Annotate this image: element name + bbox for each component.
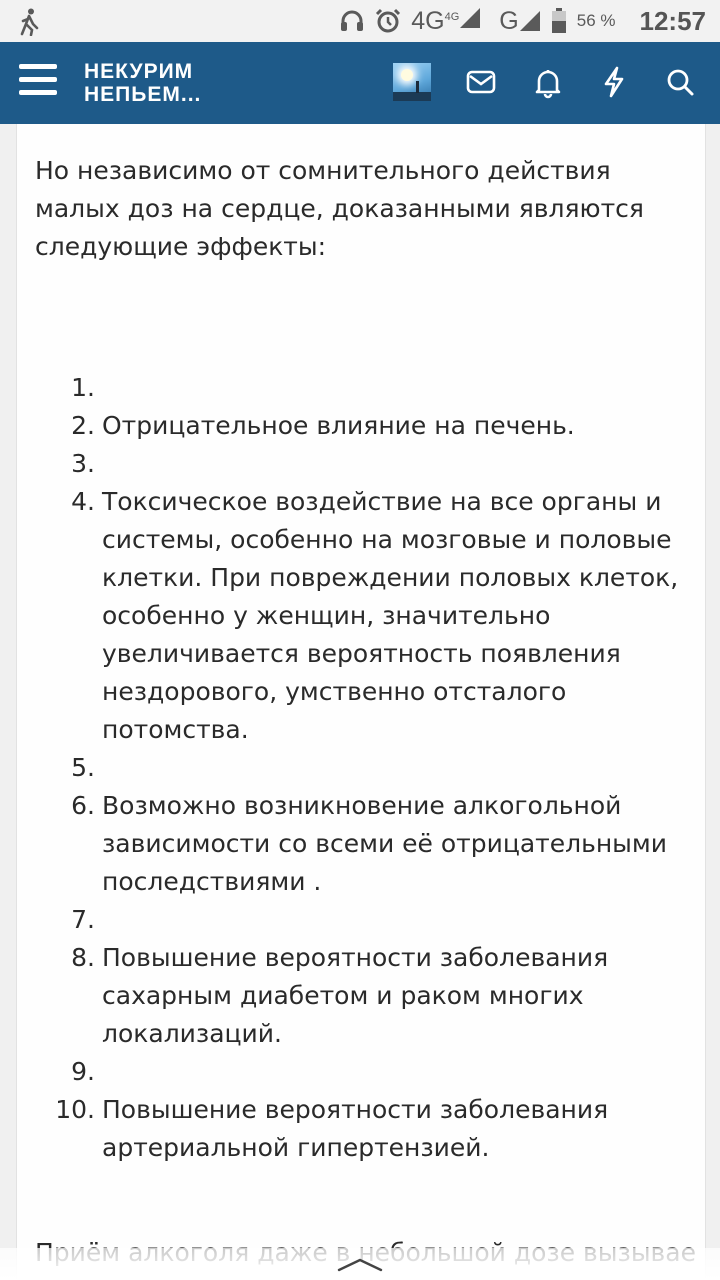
logo-line-1: НЕКУРИМ: [84, 60, 194, 83]
signal-icon: [459, 7, 481, 29]
list-item: [35, 901, 685, 939]
clock: 12:57: [639, 5, 706, 36]
list-text: [102, 445, 685, 483]
list-item: [35, 445, 685, 483]
search-icon[interactable]: [660, 62, 700, 102]
alarm-icon: [375, 8, 401, 34]
status-bar: [0, 0, 720, 42]
list-number: 10.: [55, 1095, 95, 1124]
headphones-icon: [339, 8, 365, 34]
list-text: Отрицательное влияние на печень.: [102, 411, 575, 440]
article-intro: Но независимо от сомнительного действия малых доз на сердце, доказанными являются следующие эффекты:: [35, 156, 644, 261]
menu-icon[interactable]: [19, 64, 57, 102]
list-item: [35, 1053, 685, 1091]
list-number: 1.: [71, 373, 95, 402]
list-item: [35, 483, 685, 749]
list-item: [35, 369, 685, 407]
list-number: 8.: [71, 943, 95, 972]
app-bar: [0, 42, 720, 124]
list-item: [35, 407, 685, 445]
list-text: Повышение вероятности заболевания сахарным диабетом и раком многих локализаций.: [102, 943, 609, 1048]
list-number: 6.: [71, 791, 95, 820]
signal-icon-2: [519, 10, 541, 32]
list-text: [102, 1053, 685, 1091]
list-item: [35, 1091, 685, 1167]
network-label-4g: 4G: [411, 6, 445, 35]
network-label-g: G: [499, 6, 519, 35]
bell-icon[interactable]: [528, 62, 568, 102]
list-number: 5.: [71, 753, 95, 782]
battery-icon: [551, 8, 567, 34]
list-number: 3.: [71, 449, 95, 478]
list-number: 7.: [71, 905, 95, 934]
list-number: 2.: [71, 411, 95, 440]
mail-icon[interactable]: [461, 62, 501, 102]
list-text: Токсическое воздействие на все органы и системы, особенно на мозговые и половые клетки. При повреждении половых клеток, особенно у женщин, значительно увеличивается вероятность появления нездорового, умственно отсталого потомства.: [102, 487, 679, 744]
battery-percent: 56 %: [576, 11, 616, 30]
lightning-icon[interactable]: [594, 62, 634, 102]
list-number: 9.: [71, 1057, 95, 1086]
list-item: [35, 939, 685, 1053]
list-text: [102, 369, 685, 407]
walking-icon: [20, 8, 40, 36]
list-number: 4.: [71, 487, 95, 516]
list-item: [35, 787, 685, 901]
effects-list: [35, 369, 685, 1167]
list-text: Повышение вероятности заболевания артериальной гипертензией.: [102, 1095, 609, 1162]
list-text: [102, 749, 685, 787]
list-item: [35, 749, 685, 787]
list-text: [102, 901, 685, 939]
site-logo[interactable]: [84, 60, 201, 106]
list-text: Возможно возникновение алкогольной зависимости со всеми её отрицательными последствиями .: [102, 791, 668, 896]
avatar[interactable]: [393, 63, 431, 101]
network-sup-4g: 4G: [444, 10, 460, 23]
chevron-up-icon[interactable]: [336, 1256, 384, 1272]
logo-line-2: НЕПЬЕМ...: [84, 83, 202, 106]
